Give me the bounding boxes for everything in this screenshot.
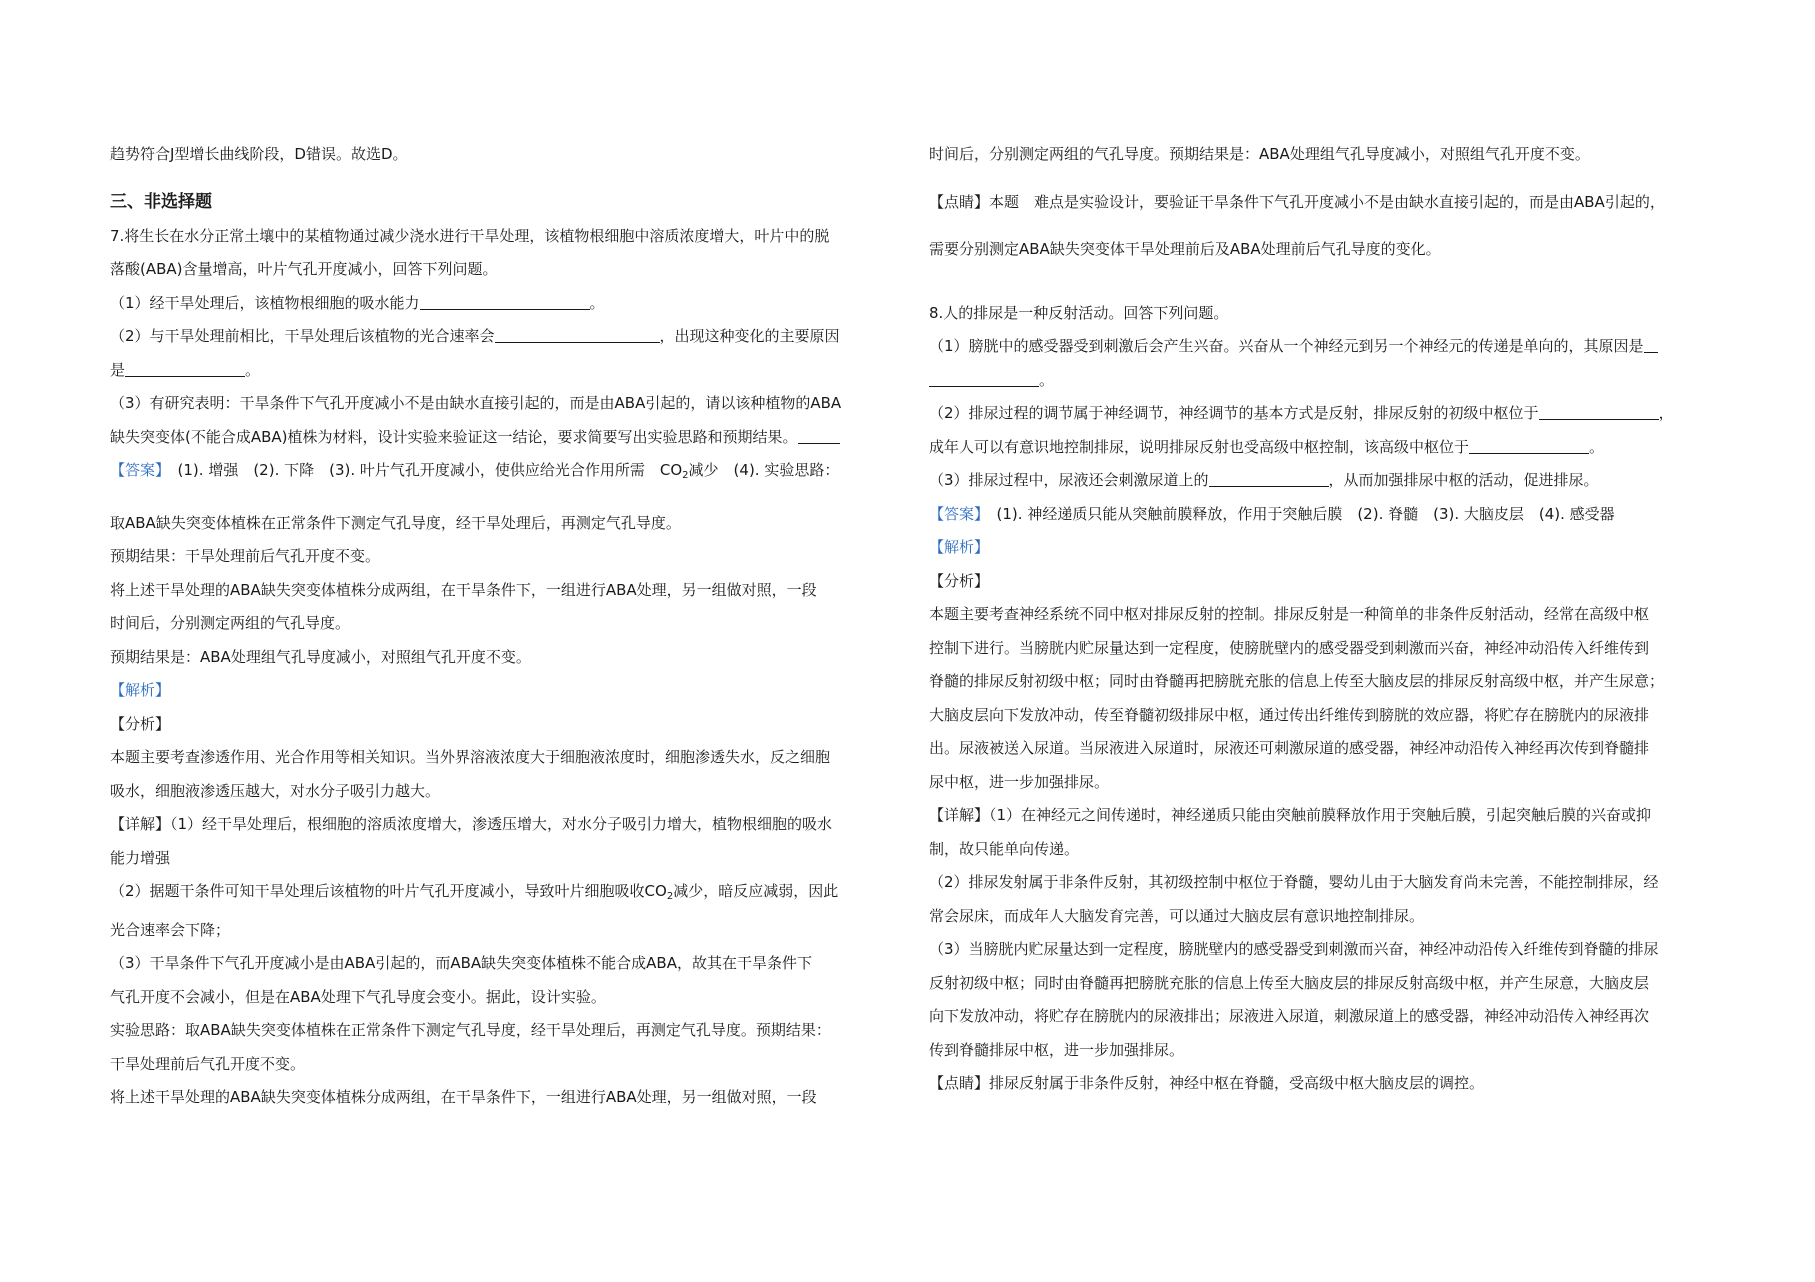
- answer-label: 【答案】: [929, 504, 982, 523]
- text-span: ，: [1658, 404, 1674, 422]
- text-line: 吸水，细胞液渗透压越大，对水分子吸引力越大。: [110, 781, 441, 800]
- text-span: 。: [245, 360, 261, 379]
- text-line: 预期结果是：ABA处理组气孔导度减小，对照组气孔开度不变。: [110, 647, 531, 666]
- text-span: （2）与干旱处理前相比，干旱处理后该植物的光合速率会: [110, 327, 495, 345]
- section-title: 三、非选择题: [110, 191, 212, 212]
- text-span: (1). 增强 (2). 下降 (3). 叶片气孔开度减小，使供应给光合作用所需 CO: [177, 461, 683, 479]
- answer-blank: [125, 358, 245, 377]
- text-span: 成年人可以有意识地控制排尿，说明排尿反射也受高级中枢控制，该高级中枢位于: [929, 437, 1470, 456]
- question-7-stem: 7.将生长在水分正常土壤中的某植物通过减少浇水进行干旱处理，该植物根细胞中溶质浓度增大，叶片中的脱: [110, 226, 830, 245]
- answer-line: [110, 454, 900, 493]
- text-span: 。: [589, 293, 605, 312]
- text-line: [110, 421, 900, 455]
- answer-blank: [1209, 468, 1329, 487]
- text-line: 光合速率会下降；: [110, 920, 231, 939]
- text-span: 减少，暗反应减弱，因此: [673, 882, 839, 900]
- answer-blank: [1539, 401, 1659, 420]
- question-7-part-3: （3）有研究表明：干旱条件下气孔开度减小不是由缺水直接引起的，而是由ABA引起的，请以该种植物的ABA: [110, 394, 842, 412]
- text-line: （2）排尿发射属于非条件反射，其初级控制中枢位于脊髓，婴幼儿由于大脑发育尚未完善，不能控制排尿，经: [929, 873, 1659, 891]
- text-line: 反射初级中枢；同时由脊髓再把膀胱充胀的信息上传至大脑皮层的排尿反射高级中枢，并产生尿意，大脑皮层: [929, 973, 1650, 992]
- text-span: （1）经干旱处理后，该植物根细胞的吸水能力: [110, 293, 420, 312]
- text-line: 取ABA缺失突变体植株在正常条件下测定气孔导度，经干旱处理后，再测定气孔导度。: [110, 513, 681, 532]
- left-column: [110, 138, 900, 1115]
- text-line: 时间后，分别测定两组的气孔导度。: [110, 614, 351, 632]
- subscript: 2: [682, 470, 689, 481]
- text-line: 制，故只能单向传递。: [929, 839, 1080, 858]
- text-span: ，出现这种变化的主要原因: [659, 327, 840, 345]
- answer-label: 【答案】: [110, 461, 163, 479]
- text-line: [110, 875, 900, 914]
- text-line: 预期结果：干旱处理前后气孔开度不变。: [110, 547, 381, 565]
- text-line: [110, 354, 900, 388]
- question-7-part-1: [110, 287, 900, 321]
- text-line: [929, 431, 1719, 465]
- text-line: 控制下进行。当膀胱内贮尿量达到一定程度，使膀胱壁内的感受器受到刺激而兴奋，神经冲动沿传入纤维传到: [929, 638, 1650, 657]
- text-line: 【详解】（1）在神经元之间传递时，神经递质只能由突触前膜释放作用于突触后膜，引起突触后膜的兴奋或抑: [929, 806, 1652, 824]
- answer-blank: [495, 324, 660, 343]
- text-line: 实验思路：取ABA缺失突变体植株在正常条件下测定气孔导度，经干旱处理后，再测定气孔导度。预期结果：: [110, 1021, 831, 1039]
- text-line: 向下发放冲动，将贮存在膀胱内的尿液排出；尿液进入尿道，刺激尿道上的感受器，神经冲动沿传入神经再次: [929, 1007, 1650, 1025]
- text-span: （2）据题干条件可知干旱处理后该植物的叶片气孔开度减小，导致叶片细胞吸收CO: [110, 882, 667, 900]
- text-span: 减少 (4). 实验思路：: [688, 461, 840, 479]
- text-span: （1）膀胱中的感受器受到刺激后会产生兴奋。兴奋从一个神经元到另一个神经元的传递是单向的，其原因是: [929, 337, 1644, 355]
- text-line: 尿中枢，进一步加强排尿。: [929, 772, 1110, 791]
- text-span: (1). 神经递质只能从突触前膜释放，作用于突触后膜 (2). 脊髓 (3). 大脑皮层 (4). 感受器: [996, 504, 1615, 523]
- text-line: （3）干旱条件下气孔开度减小是由ABA引起的，而ABA缺失突变体植株不能合成ABA，故其在干旱条件下: [110, 954, 812, 972]
- text-line: 本题主要考查渗透作用、光合作用等相关知识。当外界溶液浓度大于细胞液浓度时，细胞渗透失水，反之细胞: [110, 748, 831, 766]
- section-label: 【分析】: [110, 714, 171, 733]
- section-label: 【分析】: [929, 571, 990, 590]
- text-line: 将上述干旱处理的ABA缺失突变体植株分成两组，在干旱条件下，一组进行ABA处理，另一组做对照，一段: [110, 580, 817, 599]
- text-line: 将上述干旱处理的ABA缺失突变体植株分成两组，在干旱条件下，一组进行ABA处理，另一组做对照，一段: [110, 1088, 817, 1106]
- text-line: 脊髓的排尿反射初级中枢；同时由脊髓再把膀胱充胀的信息上传至大脑皮层的排尿反射高级中枢，并产生尿意；: [929, 672, 1665, 690]
- text-line: 能力增强: [110, 848, 171, 867]
- answer-blank: [798, 425, 840, 444]
- answer-blank: [420, 291, 590, 310]
- question-7-part-2: [110, 320, 900, 354]
- text-line: 【详解】（1）经干旱处理后，根细胞的溶质浓度增大，渗透压增大，对水分子吸引力增大，植物根细胞的吸水: [110, 815, 833, 833]
- text-span: 缺失突变体(不能合成ABA)植株为材料，设计实验来验证这一结论，要求简要写出实验思路和预期结果。: [110, 427, 798, 446]
- text-line: 传到脊髓排尿中枢，进一步加强排尿。: [929, 1040, 1185, 1059]
- answer-line: [929, 498, 1719, 532]
- text-line: 时间后，分别测定两组的气孔导度。预期结果是：ABA处理组气孔导度减小，对照组气孔开度不变。: [929, 145, 1590, 163]
- text-line: 落酸(ABA)含量增高，叶片气孔开度减小，回答下列问题。: [110, 260, 498, 278]
- text-span: 是: [110, 360, 126, 379]
- answer-blank: [929, 368, 1039, 387]
- subscript: 2: [666, 891, 674, 902]
- text-line: 需要分别测定ABA缺失突变体干旱处理前后及ABA处理前后气孔导度的变化。: [929, 240, 1441, 258]
- text-span: ，从而加强排尿中枢的活动，促进排尿。: [1328, 471, 1599, 489]
- text-line: 【点睛】本题 难点是实验设计，要验证干旱条件下气孔开度减小不是由缺水直接引起的，而是由ABA引起的，: [929, 192, 1665, 211]
- text-line: 干旱处理前后气孔开度不变。: [110, 1054, 306, 1073]
- question-8-part-3: [929, 464, 1719, 498]
- text-line: 气孔开度不会减小，但是在ABA处理下气孔导度会变小。据此，设计实验。: [110, 987, 606, 1006]
- text-span: （3）排尿过程中，尿液还会刺激尿道上的: [929, 471, 1209, 489]
- question-8-part-1: [929, 330, 1719, 364]
- analysis-label: 【解析】: [929, 538, 990, 556]
- text-line: 【点睛】排尿反射属于非条件反射，神经中枢在脊髓，受高级中枢大脑皮层的调控。: [929, 1074, 1485, 1092]
- question-8-part-2: [929, 397, 1719, 431]
- text-line: 趋势符合J型增长曲线阶段，D错误。故选D。: [110, 145, 408, 163]
- answer-blank: [1644, 334, 1658, 353]
- right-column: [929, 138, 1719, 1101]
- text-span: 。: [1589, 437, 1605, 456]
- answer-blank: [1469, 435, 1589, 454]
- question-8-stem: 8.人的排尿是一种反射活动。回答下列问题。: [929, 303, 1229, 322]
- text-line: 出。尿液被送入尿道。当尿液进入尿道时，尿液还可刺激尿道的感受器，神经冲动沿传入神经再次传到脊髓排: [929, 739, 1650, 757]
- text-line: [929, 364, 1719, 398]
- text-line: 大脑皮层向下发放冲动，传至脊髓初级排尿中枢，通过传出纤维传到膀胱的效应器，将贮存在膀胱内的尿液排: [929, 705, 1650, 724]
- text-span: 。: [1039, 370, 1055, 389]
- text-line: 常会尿床，而成年人大脑发育完善，可以通过大脑皮层有意识地控制排尿。: [929, 906, 1425, 925]
- text-line: （3）当膀胱内贮尿量达到一定程度，膀胱壁内的感受器受到刺激而兴奋，神经冲动沿传入纤维传到脊髓的排尿: [929, 940, 1659, 958]
- text-span: （2）排尿过程的调节属于神经调节，神经调节的基本方式是反射，排尿反射的初级中枢位于: [929, 404, 1539, 422]
- text-line: 本题主要考查神经系统不同中枢对排尿反射的控制。排尿反射是一种简单的非条件反射活动，经常在高级中枢: [929, 605, 1650, 623]
- analysis-label: 【解析】: [110, 681, 171, 699]
